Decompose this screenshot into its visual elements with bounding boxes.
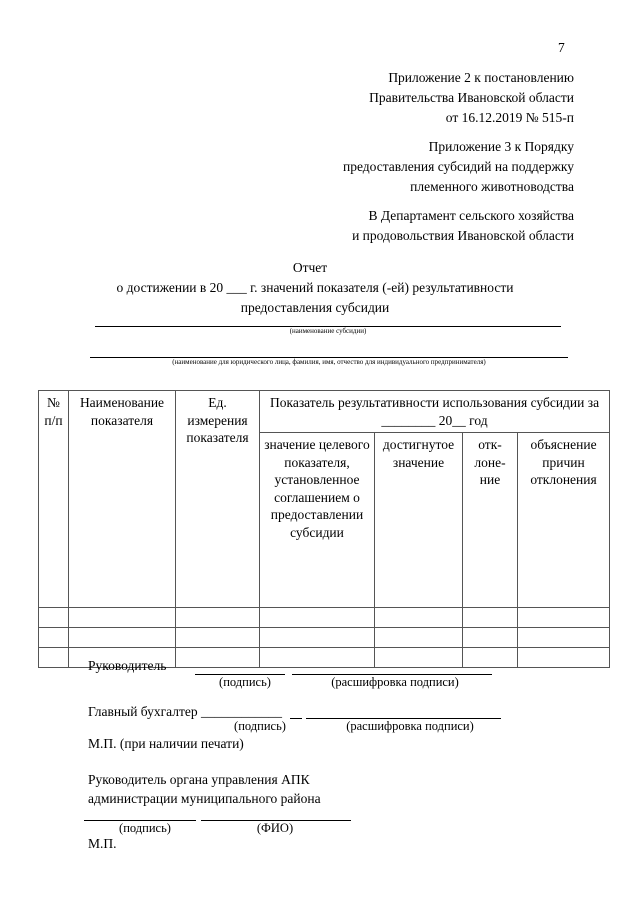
table-cell[interactable] bbox=[463, 628, 518, 648]
table-cell[interactable] bbox=[375, 648, 463, 668]
table-cell[interactable] bbox=[463, 608, 518, 628]
table-cell[interactable] bbox=[176, 648, 260, 668]
col-header-group: Показатель результативности использования субсидии за ________ 20__ год bbox=[260, 391, 610, 433]
table-cell[interactable] bbox=[260, 628, 375, 648]
appendix-3-line: племенного животноводства bbox=[410, 179, 574, 194]
appendix-2-line: от 16.12.2019 № 515-п bbox=[445, 110, 574, 125]
report-title-line: предоставления субсидии bbox=[240, 300, 390, 315]
table-cell[interactable] bbox=[39, 648, 69, 668]
table-cell[interactable] bbox=[176, 608, 260, 628]
report-title bbox=[0, 258, 640, 318]
table-cell[interactable] bbox=[69, 628, 176, 648]
decoding-caption: (расшифровка подписи) bbox=[331, 675, 459, 689]
table-cell[interactable] bbox=[375, 608, 463, 628]
table-cell[interactable] bbox=[518, 628, 610, 648]
stamp-short: М.П. bbox=[88, 836, 117, 851]
appendix-3-line: Приложение 3 к Порядку bbox=[428, 139, 574, 154]
appendix-2-line: Правительства Ивановской области bbox=[369, 90, 574, 105]
appendix-2-block bbox=[254, 68, 574, 128]
signature-caption: (подпись) bbox=[219, 675, 271, 689]
apk-head-block bbox=[88, 770, 321, 808]
col-header-reason: объяснение причин отклонения bbox=[518, 433, 610, 608]
report-title-line: о достижении в 20 ___ г. значений показателя (-ей) результативности bbox=[116, 280, 514, 295]
indicators-table bbox=[38, 390, 610, 668]
col-header-target-value: значение целевого показателя, установленное соглашением о предоставлении субсидии bbox=[260, 433, 375, 608]
signature-caption: (подпись) bbox=[234, 719, 286, 733]
accountant-signature-blank[interactable]: ____________ bbox=[201, 704, 283, 719]
addressee-block bbox=[254, 206, 574, 246]
appendix-2-line: Приложение 2 к постановлению bbox=[388, 70, 574, 85]
decoding-caption: (расшифровка подписи) bbox=[346, 719, 474, 733]
head-label: Руководитель bbox=[88, 658, 167, 673]
table-header-row bbox=[39, 391, 610, 433]
appendix-3-line: предоставления субсидий на поддержку bbox=[342, 159, 574, 174]
col-header-unit: Ед. измерения показателя bbox=[176, 391, 260, 608]
stamp-note: М.П. (при наличии печати) bbox=[88, 736, 244, 751]
col-header-indicator-name: Наименование показателя bbox=[69, 391, 176, 608]
table-cell[interactable] bbox=[69, 608, 176, 628]
table-row bbox=[39, 608, 610, 628]
page-number: 7 bbox=[558, 40, 565, 55]
table-cell[interactable] bbox=[39, 628, 69, 648]
addressee-line: В Департамент сельского хозяйства bbox=[368, 208, 574, 223]
apk-head-line: администрации муниципального района bbox=[88, 791, 321, 806]
table-row bbox=[39, 628, 610, 648]
table-cell[interactable] bbox=[39, 608, 69, 628]
table-cell[interactable] bbox=[463, 648, 518, 668]
accountant-label-text: Главный бухгалтер bbox=[88, 704, 198, 719]
table-cell[interactable] bbox=[260, 608, 375, 628]
fio-caption: (ФИО) bbox=[256, 821, 294, 835]
signature-caption: (подпись) bbox=[119, 821, 171, 835]
col-header-deviation: отк- лоне- ние bbox=[463, 433, 518, 608]
col-header-number: № п/п bbox=[39, 391, 69, 608]
report-title-line: Отчет bbox=[292, 260, 328, 275]
table-cell[interactable] bbox=[176, 628, 260, 648]
table-cell[interactable] bbox=[518, 648, 610, 668]
apk-head-line: Руководитель органа управления АПК bbox=[88, 772, 310, 787]
appendix-3-block bbox=[254, 137, 574, 197]
addressee-line: и продовольствия Ивановской области bbox=[352, 228, 574, 243]
col-header-achieved-value: достигнутое значение bbox=[375, 433, 463, 608]
accountant-label bbox=[88, 704, 282, 720]
table-cell[interactable] bbox=[518, 608, 610, 628]
subsidy-name-caption: (наименование субсидии) bbox=[289, 327, 367, 335]
recipient-caption: (наименование для юридического лица, фамилия, имя, отчество для индивидуального предпринимателя) bbox=[172, 358, 486, 366]
table-cell[interactable] bbox=[260, 648, 375, 668]
table-cell[interactable] bbox=[375, 628, 463, 648]
